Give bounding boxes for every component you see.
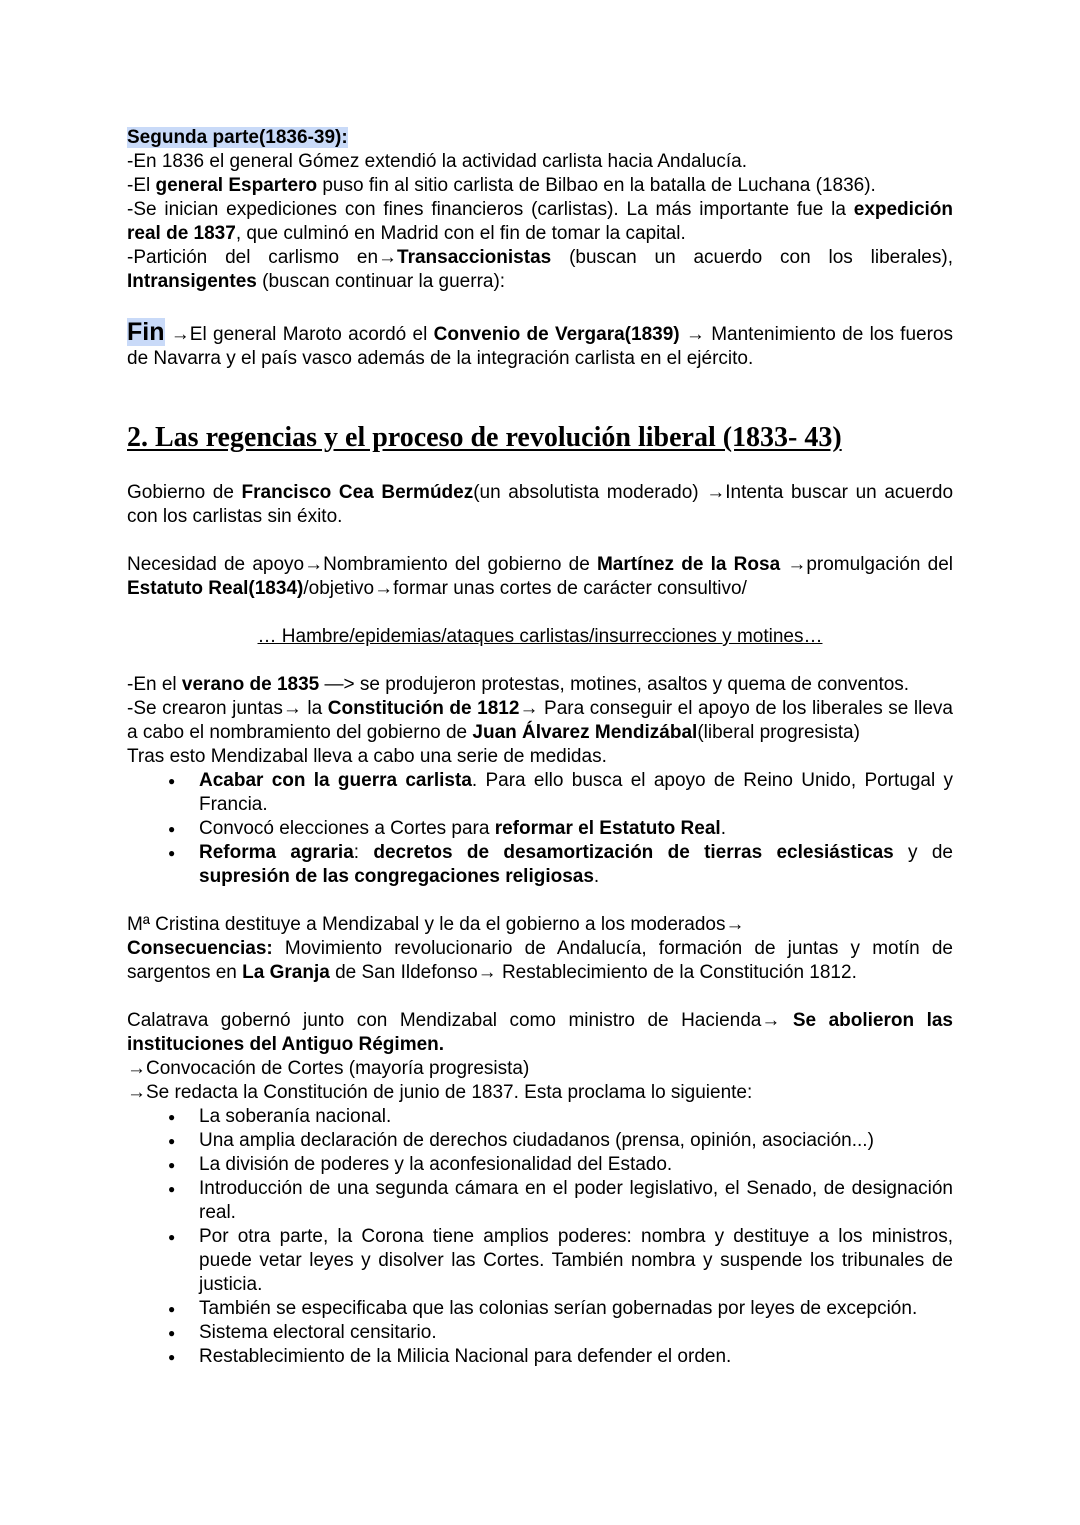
text-run: Juan Álvarez Mendizábal bbox=[472, 722, 698, 743]
para-calatrava bbox=[127, 1009, 953, 1057]
text-run: -El bbox=[127, 175, 156, 196]
bullet-item bbox=[168, 1177, 953, 1225]
text-run: →El general Maroto acordó el bbox=[164, 324, 434, 345]
para-gomez bbox=[127, 150, 953, 174]
para-convocacion bbox=[127, 1057, 953, 1081]
text-run: Francisco Cea Bermúdez bbox=[241, 482, 474, 503]
text-run: Restablecimiento de la Milicia Nacional para defender el orden. bbox=[199, 1346, 732, 1367]
para-consecuencias bbox=[127, 937, 953, 985]
bullet-item bbox=[168, 1321, 953, 1345]
bullet-item bbox=[168, 1105, 953, 1129]
text-run: . bbox=[720, 818, 726, 839]
bullet-icon: ● bbox=[168, 1230, 176, 1244]
text-run: supresión de las congregaciones religiosas bbox=[199, 866, 594, 887]
para-fin bbox=[127, 318, 953, 371]
text-run: -Partición del carlismo en→ bbox=[127, 247, 398, 268]
text-run: Movimiento revolucionario de Andalucía, formación de juntas y motín de sargentos en bbox=[127, 938, 953, 983]
text-run: Convocó elecciones a Cortes para bbox=[199, 818, 495, 839]
text-run: : bbox=[353, 842, 374, 863]
bullet-item bbox=[168, 1153, 953, 1177]
text-run: de San Ildefonso→ Restablecimiento de la Constitución 1812. bbox=[329, 962, 857, 983]
text-run: Constitución de 1812 bbox=[327, 698, 520, 719]
text-run: 2. Las regencias y el proceso de revolución liberal (1833- 43) bbox=[127, 422, 842, 453]
bullet-icon: ● bbox=[168, 1158, 176, 1172]
text-run: (buscan continuar la guerra): bbox=[256, 271, 506, 292]
text-run: Acabar con la guerra carlista bbox=[199, 770, 472, 791]
bullet-icon: ● bbox=[168, 846, 176, 860]
para-particion bbox=[127, 246, 953, 294]
text-run: (un absolutista moderado) →Intenta buscar un acuerdo con los carlistas sin éxito. bbox=[127, 482, 954, 527]
bullet-icon: ● bbox=[168, 774, 176, 788]
para-cea-bermudez bbox=[127, 481, 953, 529]
text-run: La soberanía nacional. bbox=[199, 1106, 392, 1127]
para-juntas bbox=[127, 697, 953, 745]
text-run: Mª Cristina destituye a Mendizabal y le da el gobierno a los moderados→ bbox=[127, 914, 745, 935]
text-run: Convenio de Vergara(1839) bbox=[433, 324, 680, 345]
text-run: . Para ello busca el apoyo de Reino Unido, Portugal y Francia. bbox=[199, 770, 954, 815]
text-run: (liberal progresista) bbox=[697, 722, 860, 743]
text-run: →promulgación del bbox=[780, 554, 953, 575]
text-run: Segunda parte(1836-39): bbox=[127, 127, 348, 148]
para-segunda-parte bbox=[127, 126, 953, 150]
text-run: /objetivo→formar unas cortes de carácter consultivo/ bbox=[303, 578, 747, 599]
text-run: Fin bbox=[127, 318, 165, 346]
text-run: general Espartero bbox=[155, 175, 318, 196]
text-run: → Mantenimiento de los fueros de Navarra y el país vasco además de la integración carlista en el ejército. bbox=[127, 324, 953, 369]
text-run: Se abolieron las instituciones del Antiguo Régimen. bbox=[127, 1010, 953, 1055]
bullet-icon: ● bbox=[168, 1350, 176, 1364]
para-constitucion-1837 bbox=[127, 1081, 953, 1105]
text-run: Una amplia declaración de derechos ciudadanos (prensa, opinión, asociación...) bbox=[199, 1130, 874, 1151]
text-run: Introducción de una segunda cámara en el poder legislativo, el Senado, de designación real. bbox=[199, 1178, 953, 1223]
text-run: También se especificaba que las colonias serían gobernadas por leyes de excepción. bbox=[199, 1298, 918, 1319]
bullets-constitucion bbox=[127, 1105, 953, 1369]
text-run: Necesidad de apoyo→Nombramiento del gobierno de bbox=[127, 554, 597, 575]
text-run: Por otra parte, la Corona tiene amplios poderes: nombra y destituye a los ministros, puede vetar leyes y disolver las Cortes. También nombra y suspende los tribunales de justicia. bbox=[199, 1226, 953, 1295]
text-run: Tras esto Mendizabal lleva a cabo una serie de medidas. bbox=[127, 746, 607, 767]
bullets-medidas bbox=[127, 769, 953, 889]
text-run: La división de poderes y la aconfesionalidad del Estado. bbox=[199, 1154, 673, 1175]
bullet-item bbox=[168, 769, 954, 817]
text-run: Sistema electoral censitario. bbox=[199, 1322, 437, 1343]
text-run: La Granja bbox=[242, 962, 330, 983]
bullet-item bbox=[168, 841, 954, 889]
text-run: (buscan un acuerdo con los liberales), bbox=[551, 247, 953, 268]
text-run: reformar el Estatuto Real bbox=[494, 818, 721, 839]
bullet-item bbox=[168, 817, 953, 841]
text-run: →Se redacta la Constitución de junio de 1837. Esta proclama lo siguiente: bbox=[127, 1082, 753, 1103]
bullet-icon: ● bbox=[168, 1110, 176, 1124]
text-run: →Convocación de Cortes (mayoría progresista) bbox=[127, 1058, 530, 1079]
bullet-item bbox=[168, 1345, 953, 1369]
text-run: —> se produjeron protestas, motines, asaltos y quema de conventos. bbox=[319, 674, 910, 695]
text-run: -En 1836 el general Gómez extendió la actividad carlista hacia Andalucía. bbox=[127, 151, 747, 172]
text-run: -Se crearon juntas→ la bbox=[127, 698, 328, 719]
text-run: Intransigentes bbox=[127, 271, 257, 292]
para-medidas bbox=[127, 745, 953, 769]
text-run: expedición real de 1837 bbox=[127, 199, 953, 244]
para-espartero bbox=[127, 174, 953, 198]
bullet-icon: ● bbox=[168, 1134, 176, 1148]
subtitle-hambre bbox=[127, 625, 953, 649]
text-run: Consecuencias: bbox=[127, 938, 273, 959]
text-run: . bbox=[593, 866, 600, 887]
para-verano-1835 bbox=[127, 673, 953, 697]
text-run: Gobierno de bbox=[127, 482, 242, 503]
bullet-icon: ● bbox=[168, 1326, 176, 1340]
text-run: , que culminó en Madrid con el fin de tomar la capital. bbox=[235, 223, 686, 244]
text-run: verano de 1835 bbox=[181, 674, 320, 695]
para-cristina bbox=[127, 913, 953, 937]
text-run: -En el bbox=[127, 674, 182, 695]
text-run: puso fin al sitio carlista de Bilbao en la batalla de Luchana (1836). bbox=[317, 175, 876, 196]
text-run: … Hambre/epidemias/ataques carlistas/insurrecciones y motines… bbox=[257, 626, 823, 647]
para-expediciones bbox=[127, 198, 953, 246]
bullet-item bbox=[168, 1225, 953, 1297]
text-run: decretos de desamortización de tierras eclesiásticas bbox=[373, 842, 894, 863]
bullet-icon: ● bbox=[168, 1182, 176, 1196]
text-run: Estatuto Real(1834) bbox=[127, 578, 304, 599]
para-martinez-rosa bbox=[127, 553, 953, 601]
text-run: Reforma agraria bbox=[199, 842, 354, 863]
bullet-icon: ● bbox=[168, 1302, 176, 1316]
section-heading-regencias bbox=[127, 419, 953, 457]
text-run: Transaccionistas bbox=[397, 247, 552, 268]
text-run: Calatrava gobernó junto con Mendizabal como ministro de Hacienda→ bbox=[127, 1010, 793, 1031]
bullet-icon: ● bbox=[168, 822, 176, 836]
text-run: → Para conseguir el apoyo de los liberales se lleva a cabo el nombramiento del gobierno de bbox=[127, 698, 953, 743]
text-run: -Se inician expediciones con fines financieros (carlistas). La más importante fue la bbox=[127, 199, 854, 220]
bullet-item bbox=[168, 1297, 953, 1321]
text-run: Martínez de la Rosa bbox=[596, 554, 781, 575]
text-run: y de bbox=[893, 842, 954, 863]
bullet-item bbox=[168, 1129, 953, 1153]
